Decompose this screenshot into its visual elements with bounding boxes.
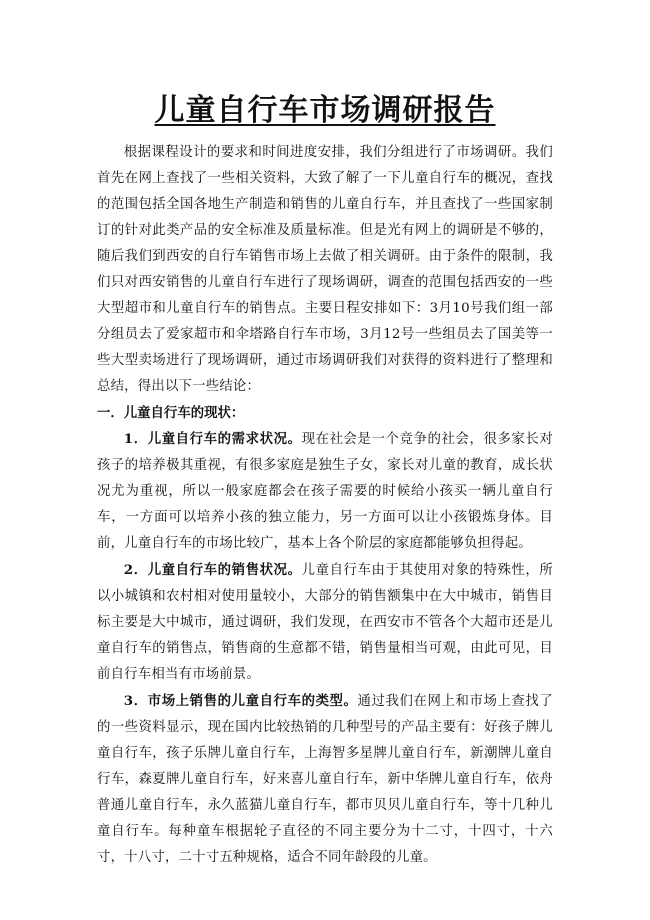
item-body: 通过我们在网上和市场上查找了的一些资料显示，现在国内比较热销的几种型号的产品主要有：好孩子牌儿童自行车，孩子乐牌儿童自行车，上海智多星牌儿童自行车，新潮牌儿童自行车，森夏牌儿童自行车，好来喜儿童自行车，新中华牌儿童自行车，依舟普通儿童自行车，永久蓝猫儿童自行车，都市贝贝儿童自行车，等十几种儿童自行车。每种童车根据轮子直径的不同主要分为十二寸，十四寸，十六寸，十八寸，二十寸五种规格，适合不同年龄段的儿童。 [97,694,553,865]
section-heading: 一．儿童自行车的现状： [97,405,245,421]
item-paragraph-sales [97,557,553,688]
intro-paragraph: 根据课程设计的要求和时间进度安排，我们分组进行了市场调研。我们首先在网上查找了一些相关资料，大致了解了一下儿童自行车的概况，查找的范围包括全国各地生产制造和销售的儿童自行车，并且查找了一些国家制订的针对此类产品的安全标准及质量标准。但是光有网上的调研是不够的，随后我们到西安的自行车销售市场上去做了相关调研。由于条件的限制，我们只对西安销售的儿童自行车进行了现场调研，调查的范围包括西安的一些大型超市和儿童自行车的销售点。主要日程安排如下：3月10号我们组一部分组员去了爱家超市和伞塔路自行车市场，3月12号一些组员去了国美等一些大型卖场进行了现场调研，通过市场调研我们对获得的资料进行了整理和总结，得出以下一些结论： [97,145,553,394]
item-body: 儿童自行车由于其使用对象的特殊性，所以小城镇和农村相对使用量较小，大部分的销售额集中在大中城市，销售目标主要是大中城市，通过调研，我们发现，在西安市不管各个大超市还是儿童自行车的销售点，销售商的生意都不错，销售量相当可观，由此可见，目前自行车相当有市场前景。 [97,563,553,682]
item-paragraph-demand [97,426,553,557]
item-paragraph-types [97,688,553,871]
document-title: 儿童自行车市场调研报告 [154,93,496,128]
item-lead: 3．市场上销售的儿童自行车的类型。 [123,693,358,709]
item-lead: 1．儿童自行车的需求状况。 [123,431,302,447]
item-body: 现在社会是一个竞争的社会，很多家长对孩子的培养极其重视，有很多家庭是独生子女，家长对儿童的教育，成长状况尤为重视，所以一般家庭都会在孩子需要的时候给小孩买一辆儿童自行车，一方面可以培养小孩的独立能力，另一方面可以让小孩锻炼身体。目前，儿童自行车的市场比较广，基本上各个阶层的家庭都能够负担得起。 [97,432,553,551]
item-lead: 2．儿童自行车的销售状况。 [123,562,302,578]
